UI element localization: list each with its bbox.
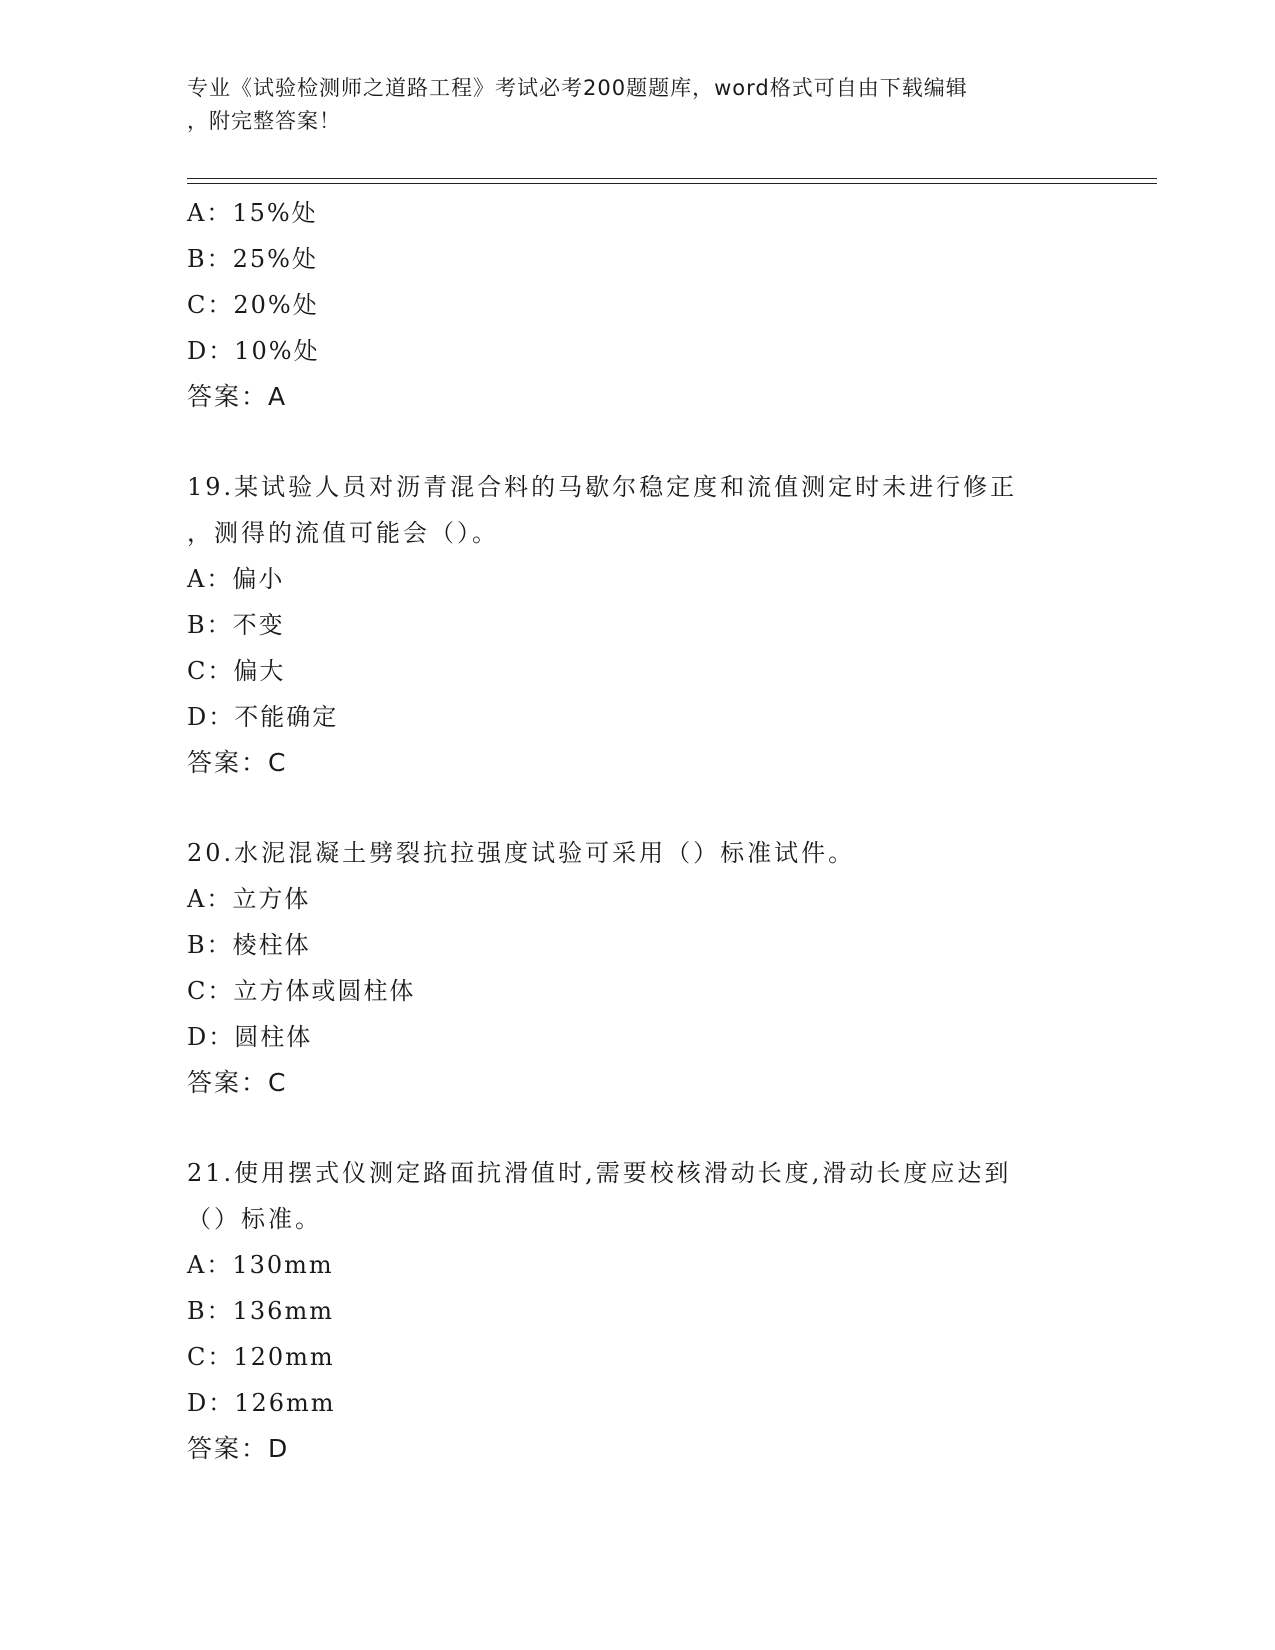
- option-b: B：25%处: [187, 245, 318, 273]
- option-d: D：10%处: [187, 337, 320, 365]
- header-title-line-1: 专业《试验检测师之道路工程》考试必考200题题库，word格式可自由下载编辑: [187, 76, 968, 100]
- question-stem-line-2: ，测得的流值可能会（）。: [187, 519, 499, 547]
- question-stem-line-1: 21.使用摆式仪测定路面抗滑值时,需要校核滑动长度,滑动长度应达到: [187, 1159, 1012, 1187]
- header-title-line-2: ，附完整答案！: [187, 109, 341, 133]
- option-b: B：棱柱体: [187, 931, 311, 959]
- header-divider-bottom: [187, 183, 1157, 184]
- answer: 答案：C: [187, 1068, 288, 1097]
- option-d: D：圆柱体: [187, 1023, 313, 1051]
- header-divider-top: [187, 178, 1157, 179]
- document-header: [187, 72, 1067, 138]
- question-stem: [187, 1150, 1077, 1242]
- spacer: [187, 420, 1087, 464]
- option-c: C：偏大: [187, 657, 286, 685]
- option-c: C：120mm: [187, 1343, 335, 1371]
- option-b: B：不变: [187, 611, 285, 639]
- spacer: [187, 1106, 1087, 1150]
- question-19: [187, 464, 1087, 786]
- option-c: C：立方体或圆柱体: [187, 977, 416, 1005]
- question-18: [187, 190, 1087, 420]
- option-a: A：偏小: [187, 565, 285, 593]
- option-c: C：20%处: [187, 291, 319, 319]
- answer: 答案：A: [187, 382, 288, 411]
- question-stem: [187, 830, 1077, 876]
- option-d: D：126mm: [187, 1389, 336, 1417]
- spacer: [187, 786, 1087, 830]
- option-a: A：15%处: [187, 199, 318, 227]
- question-stem-line-1: 19.某试验人员对沥青混合料的马歇尔稳定度和流值测定时未进行修正: [187, 473, 1018, 501]
- option-b: B：136mm: [187, 1297, 334, 1325]
- answer: 答案：D: [187, 1434, 290, 1463]
- question-21: [187, 1150, 1087, 1472]
- question-stem: [187, 464, 1077, 556]
- question-list: [187, 190, 1087, 1472]
- question-stem-line-1: 20.水泥混凝土劈裂抗拉强度试验可采用（）标准试件。: [187, 839, 856, 867]
- question-20: [187, 830, 1087, 1106]
- answer: 答案：C: [187, 748, 288, 777]
- question-stem-line-2: （）标准。: [187, 1205, 322, 1233]
- option-a: A：130mm: [187, 1251, 334, 1279]
- option-d: D：不能确定: [187, 703, 339, 731]
- option-a: A：立方体: [187, 885, 311, 913]
